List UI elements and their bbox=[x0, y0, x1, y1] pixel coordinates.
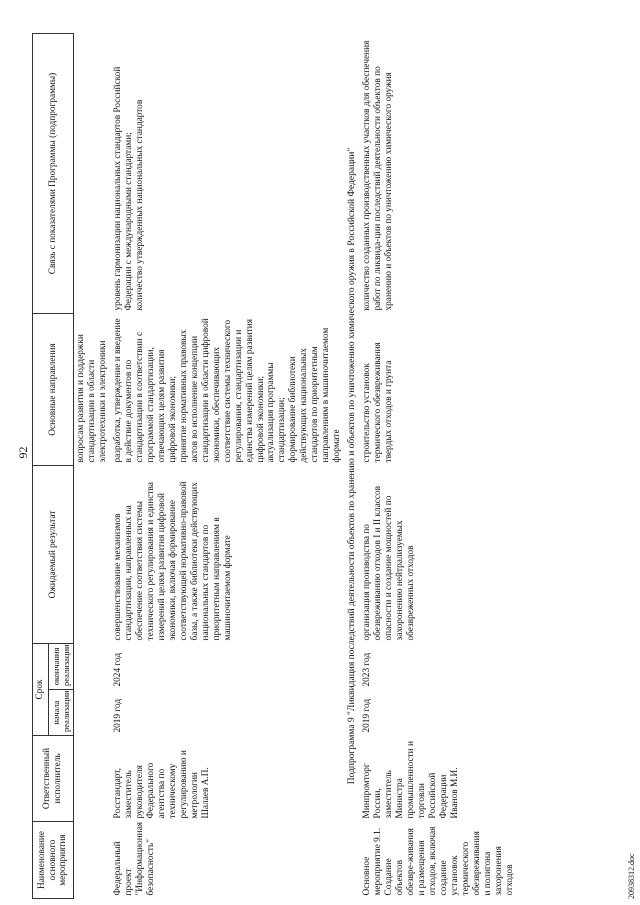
row2-indicators: количество созданных производственных участков для обеспечения работ по ликвида-ции последствий деятельности объектов по хранению и объектов по уничтожению химического оружия bbox=[362, 40, 395, 311]
table-row bbox=[360, 33, 518, 898]
row2-name: Основное мероприятие 9.1. Создание объектов обезвре-живания и размещения отходов, включая создание установок термического обезвреживания и полигона захоронения отходов bbox=[362, 826, 516, 896]
header-indicators: Связь с показателями Программы (подпрограммы) bbox=[33, 33, 74, 313]
header-end: окончания реализации bbox=[48, 643, 73, 689]
row2-end: 2023 год bbox=[362, 652, 373, 687]
row2-executor: Минпромторг России, заместитель Министра промышленности и торговли Российской Федерации Иванов М.И. bbox=[362, 741, 461, 819]
section-row bbox=[345, 33, 360, 898]
header-srok: Срок bbox=[33, 643, 49, 735]
header-executor: Ответственный исполнитель bbox=[33, 736, 74, 822]
continuation-text: вопросам развития и поддержки стандартизации в области электротехники и электроники bbox=[76, 334, 108, 463]
row1-name: Федеральный проект "Информационная безопасность" bbox=[112, 821, 156, 896]
table-row bbox=[111, 33, 345, 898]
row2-start: 2019 год bbox=[362, 698, 373, 733]
header-directions: Основные направления bbox=[33, 313, 74, 465]
row1-directions: разработка, утверждение и введение в действие документов по стандартизации в соответствии с программой стандартизации, отвечающих целям развития цифровой экономики; принятие нормативных правовых актов во исполнение концепции стандартизации в области цифровой экономики, обеспечивающих соответствие системы технического регулирования, стандартизации и единства измерений целям развития цифровой экономики; актуализация программы стандартизации; формирование библиотеки действующих национальных стандартов по приоритетным направлениям в машиночитаемом формате bbox=[112, 318, 343, 463]
header-result: Ожидаемый результат bbox=[33, 465, 74, 643]
row1-executor: Росстандарт, заместитель руководителя Федерального агентства по техническому регулированию и метрологии Шалаев А.П. bbox=[112, 750, 211, 819]
row1-end: 2024 год bbox=[112, 652, 123, 687]
header-start: начала реализации bbox=[48, 690, 73, 736]
row1-start: 2019 год bbox=[112, 698, 123, 733]
program-table bbox=[32, 33, 518, 899]
table-header-row bbox=[33, 33, 49, 898]
header-name: Наименование основного мероприятия bbox=[33, 822, 74, 899]
page-number: 92 bbox=[16, 446, 30, 459]
row1-indicators: уровень гармонизации национальных стандартов Российской Федерации с международными стандартами; количество утвержденных национальных стандартов bbox=[112, 66, 145, 311]
footer-code: 20938312.doc bbox=[627, 853, 636, 899]
section-title: Подпрограмма 9 "Ликвидация последствий деятельности объектов по хранению и объектов по уничтожению химического оружия в Российской Федерации" bbox=[347, 147, 358, 785]
row2-directions: строительство установок термического обезвреживания твердых отходов и грунта bbox=[362, 342, 395, 463]
table-row bbox=[74, 33, 111, 898]
row2-result: организация производства по обезвреживанию отходов I и II классов опасности и создание мощностей по захоронению нейтрализуемых обезвреженных отходов bbox=[362, 485, 417, 641]
row1-result: совершенствование механизмов стандартизации, направленных на обеспечение соответствия системы технического регулирования и единства измерений целям развития цифровой экономики, включая формирование соответствующей нормативно-правовой базы, а также библиотеки действующих национальных стандартов по приоритетным направлениям в машиночитаемом формате bbox=[112, 481, 233, 641]
